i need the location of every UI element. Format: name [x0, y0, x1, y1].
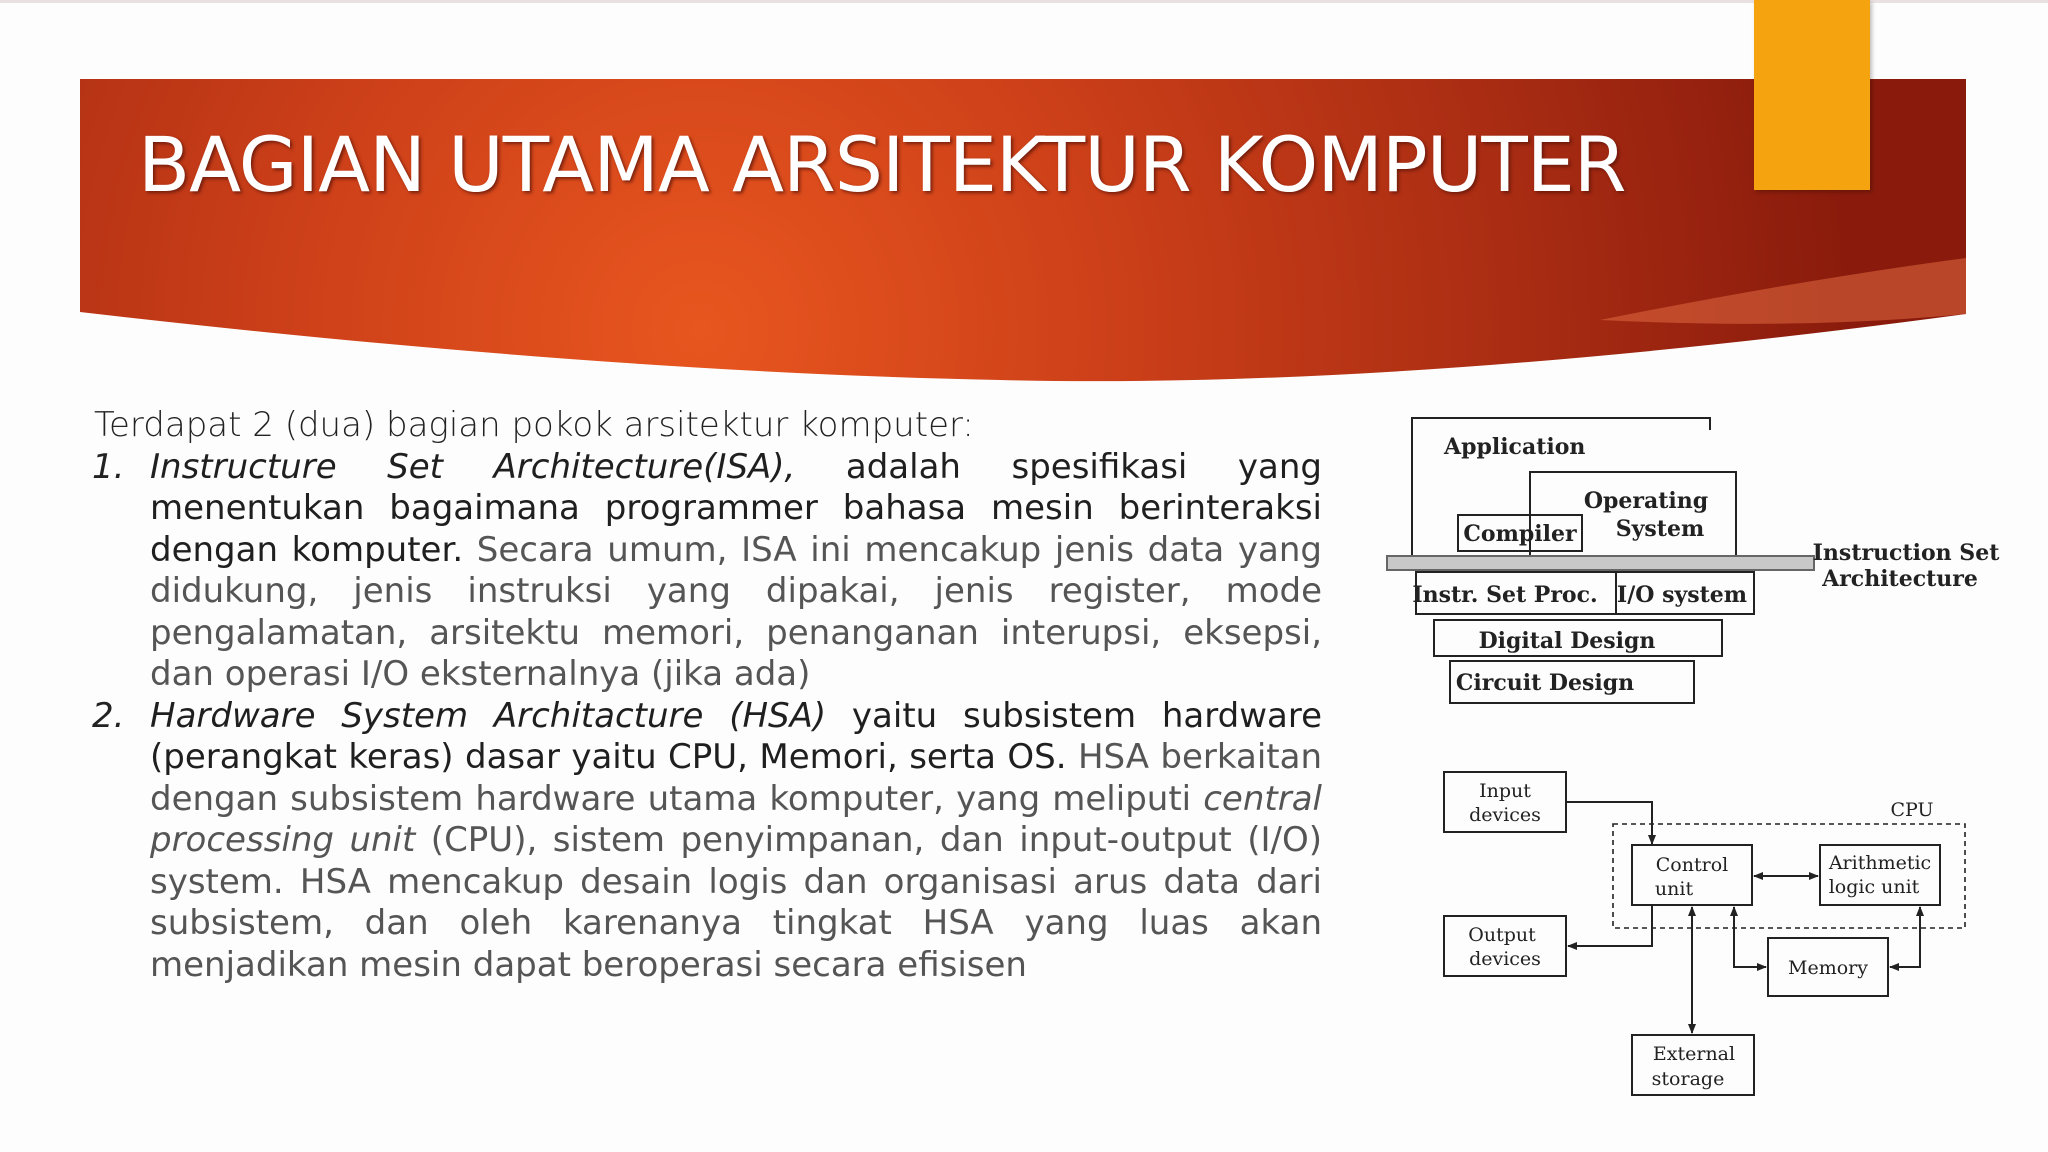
- slide-title: BAGIAN UTAMA ARSITEKTUR KOMPUTER: [138, 120, 1626, 209]
- input-to-control-arrow: [1566, 802, 1652, 844]
- compiler-label: Compiler: [1463, 521, 1577, 547]
- circuit-design-label: Circuit Design: [1455, 670, 1635, 696]
- list-number: 2.: [92, 695, 125, 736]
- output-label-1: Output: [1468, 924, 1536, 946]
- input-label-1: Input: [1479, 780, 1531, 802]
- control-label-1: Control: [1655, 854, 1729, 876]
- alu-label-2: logic unit: [1828, 876, 1920, 898]
- output-label-2: devices: [1469, 948, 1541, 970]
- alu-label-1: Arithmetic: [1828, 852, 1932, 874]
- io-system-label: I/O system: [1616, 582, 1748, 608]
- alu-memory-arrow: [1890, 907, 1920, 967]
- operating-label-1: Operating: [1583, 488, 1709, 514]
- isa-term: Instructure Set Architecture(ISA),: [150, 446, 796, 487]
- list-number: 1.: [92, 446, 125, 487]
- application-label: Application: [1444, 434, 1586, 460]
- isa-label-1: Instruction Set: [1812, 540, 2000, 566]
- external-label-2: storage: [1651, 1068, 1725, 1090]
- hsa-definition: yaitu subsistem hardware (perangkat keras) dasar yaitu CPU, Memori, serta OS.: [150, 695, 1322, 777]
- digital-design-label: Digital Design: [1478, 628, 1656, 654]
- cpu-label: CPU: [1890, 799, 1934, 821]
- control-label-2: unit: [1654, 878, 1694, 900]
- isa-bar: [1387, 556, 1814, 570]
- instr-set-proc-label: Instr. Set Proc.: [1412, 582, 1598, 608]
- isa-definition: adalah spesifikasi yang menentukan bagaimana programmer bahasa mesin berinteraksi dengan komputer.: [150, 446, 1322, 570]
- input-label-2: devices: [1469, 804, 1541, 826]
- external-label-1: External: [1652, 1043, 1736, 1065]
- layers-diagram: [1387, 418, 1814, 703]
- control-to-output-arrow: [1568, 905, 1652, 946]
- hsa-details-a: HSA berkaitan dengan subsistem hardware utama komputer, yang meliputi: [150, 737, 1322, 819]
- hsa-details-cpu: central processing unit: [150, 778, 1322, 860]
- isa-details: Secara umum, ISA ini mencakup jenis data yang didukung, jenis instruksi yang dipakai, jenis register, mode pengalamatan, arsitektu memori, penanganan interupsi, eksepsi, dan operasi I/O eksternalnya (jika ada): [150, 529, 1322, 694]
- memory-label: Memory: [1788, 957, 1868, 979]
- isa-label-2: Architecture: [1822, 566, 1978, 592]
- hsa-term: Hardware System Architacture (HSA): [150, 695, 827, 736]
- operating-label-2: System: [1615, 516, 1705, 542]
- control-memory-arrow: [1734, 915, 1766, 967]
- hsa-details-b: (CPU), sistem penyimpanan, dan input-output (I/O) system. HSA mencakup desain logis dan organisasi arus data dari subsistem, dan oleh karenanya tingkat HSA yang luas akan menjadikan mesin dapat beroperasi secara efisisen: [150, 820, 1322, 985]
- intro-sentence: Terdapat 2 (dua) bagian pokok arsitektur komputer:: [94, 405, 974, 445]
